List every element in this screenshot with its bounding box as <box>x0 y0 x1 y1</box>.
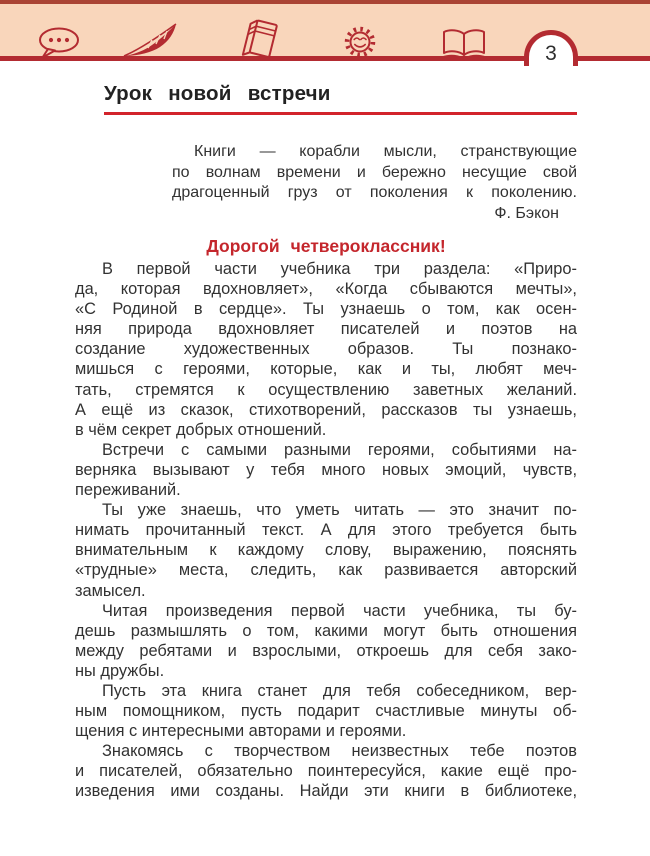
text-line: создание художественных образов. Ты познако- <box>75 340 577 359</box>
text-line: ны дружбы. <box>75 661 165 680</box>
text-line: Читая произведения первой части учебника, ты бу- <box>102 601 577 620</box>
paragraph <box>75 440 577 500</box>
page-number: 3 <box>545 42 557 65</box>
epigraph <box>172 142 577 224</box>
text-line: няя природа вдохновляет писателей и поэтов на <box>75 320 577 339</box>
open-book-icon <box>440 28 488 67</box>
paragraph <box>75 500 577 600</box>
text-line: внимательным к каждому слову, выражению, пояснять <box>75 541 577 560</box>
epigraph-line: драгоценный груз от поколения к поколению. <box>172 184 577 201</box>
epigraph-line: по волнам времени и бережно несущие свой <box>172 163 577 181</box>
paragraph <box>75 601 577 681</box>
feather-icon <box>118 22 182 65</box>
text-line: да, которая вдохновляет», «Когда сбываются мечты», <box>75 280 577 299</box>
body-text <box>75 259 577 802</box>
text-line: ным помощником, пусть подарит счастливые минуты об- <box>75 702 577 721</box>
text-line: Пусть эта книга станет для тебя собеседником, вер- <box>102 681 577 700</box>
text-line: А ещё из сказок, стихотворений, рассказов ты узнаешь, <box>75 400 577 419</box>
text-line: В первой части учебника три раздела: «Приро- <box>102 260 577 278</box>
text-line: Знакомясь с творчеством неизвестных тебе поэтов <box>102 742 577 761</box>
text-line: между ребятами и взрослыми, откроешь для себя зако- <box>75 641 577 660</box>
sun-icon <box>341 23 379 66</box>
paragraph <box>75 741 577 801</box>
text-line: Ты уже знаешь, что уметь читать — это значит по- <box>102 501 577 520</box>
text-line: «С Родиной в сердце». Ты узнаешь о том, как осен- <box>75 300 577 319</box>
paragraph <box>75 259 577 440</box>
text-line: «трудные» места, следить, как развивается авторский <box>75 561 577 580</box>
text-line: мишься с героями, которые, как и ты, любят меч- <box>75 360 577 379</box>
text-line: дешь размышлять о том, какими могут быть отношения <box>75 621 577 640</box>
epigraph-author: Ф. Бэкон <box>494 204 559 222</box>
epigraph-line: Книги — корабли мысли, странствующие <box>194 143 577 160</box>
text-line: и писателей, обязательно поинтересуйся, какие ещё про- <box>75 762 577 781</box>
speech-bubble-icon <box>36 27 82 64</box>
text-line: щения с интересными авторами и героями. <box>75 722 407 741</box>
title-underline <box>104 112 577 115</box>
closed-book-icon <box>240 19 284 66</box>
text-line: изведения ими созданы. Найди эти книги в библиотеке, <box>75 782 577 801</box>
text-line: верняка вызывают у тебя много новых эмоций, чувств, <box>75 460 577 479</box>
page-title: Урок новой встречи <box>104 82 331 105</box>
text-line: замысел. <box>75 581 146 600</box>
greeting-heading: Дорогой четвероклассник! <box>206 236 446 256</box>
top-edge-strip <box>0 0 650 4</box>
text-line: тать, стремятся к осуществлению заветных желаний. <box>75 380 577 399</box>
text-line: нимать прочитанный текст. А для этого требуется быть <box>75 521 577 540</box>
text-line: в чём секрет добрых отношений. <box>75 420 327 439</box>
epigraph-lines <box>172 142 577 204</box>
text-line: переживаний. <box>75 481 181 500</box>
paragraph <box>75 681 577 741</box>
text-line: Встречи с самыми разными героями, событиями на- <box>102 440 577 459</box>
